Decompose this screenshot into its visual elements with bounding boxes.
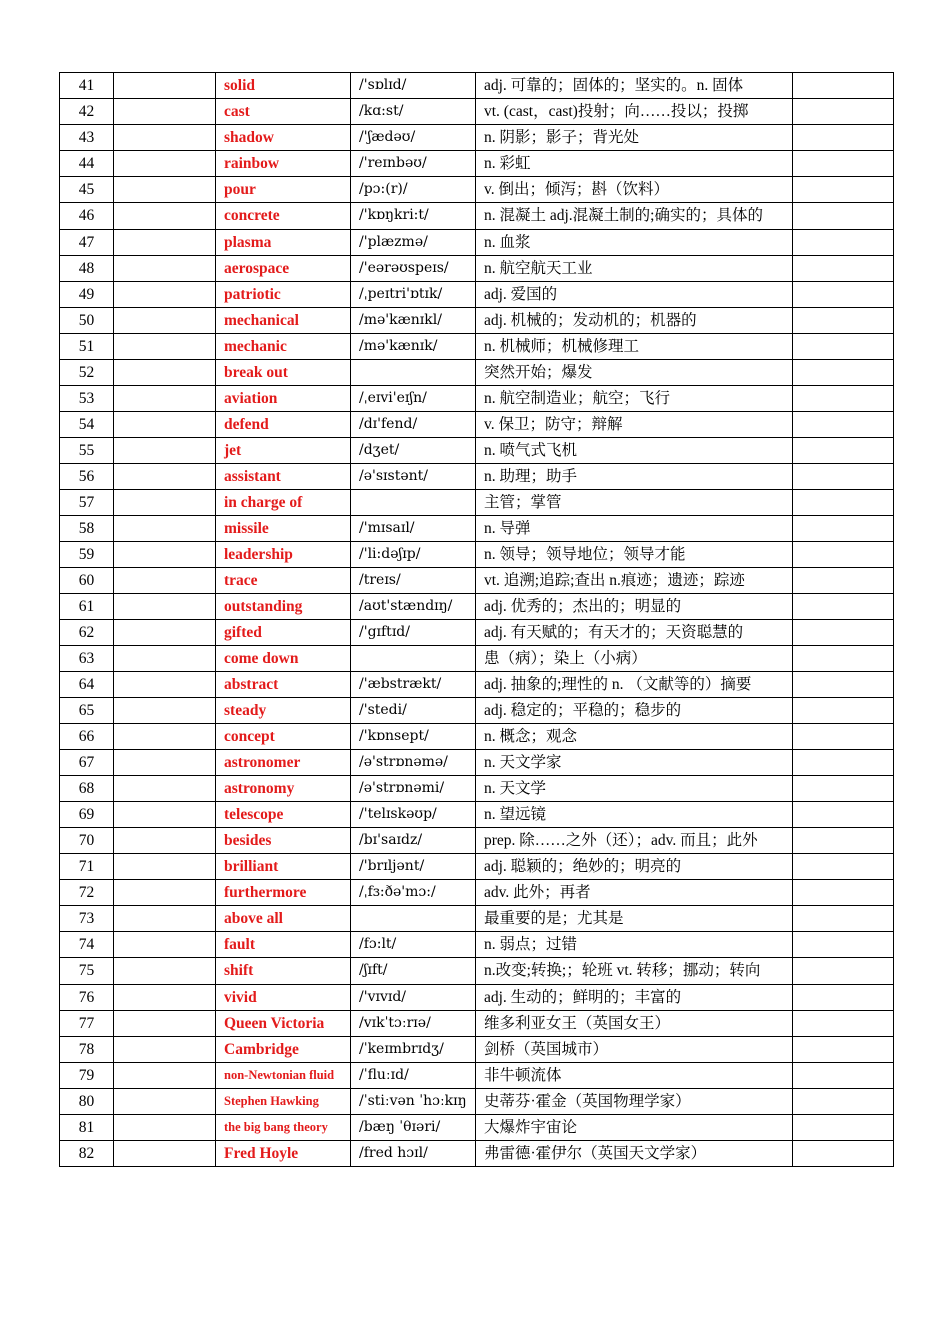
meaning-cell: n. 弱点；过错 xyxy=(476,932,793,958)
word-cell: brilliant xyxy=(216,854,351,880)
blank-cell xyxy=(114,1010,216,1036)
blank-cell xyxy=(114,775,216,801)
meaning-cell: adj. 优秀的；杰出的；明显的 xyxy=(476,593,793,619)
row-number: 72 xyxy=(60,880,114,906)
row-number: 56 xyxy=(60,463,114,489)
vocabulary-table xyxy=(59,72,894,1167)
meaning-cell: 最重要的是；尤其是 xyxy=(476,906,793,932)
notes-cell xyxy=(793,541,894,567)
phonetic-cell: /ˈfluːɪd/ xyxy=(351,1062,476,1088)
row-number: 46 xyxy=(60,203,114,230)
phonetic-cell: /fred hɔɪl/ xyxy=(351,1140,476,1166)
phonetic-cell: /dʒet/ xyxy=(351,437,476,463)
word-cell: steady xyxy=(216,697,351,723)
row-number: 74 xyxy=(60,932,114,958)
notes-cell xyxy=(793,177,894,203)
notes-cell xyxy=(793,99,894,125)
word-cell: missile xyxy=(216,515,351,541)
blank-cell xyxy=(114,749,216,775)
row-number: 75 xyxy=(60,958,114,985)
table-row xyxy=(60,932,894,958)
row-number: 80 xyxy=(60,1088,114,1114)
row-number: 73 xyxy=(60,906,114,932)
blank-cell xyxy=(114,463,216,489)
phonetic-cell: /bɪ'saɪdz/ xyxy=(351,827,476,854)
notes-cell xyxy=(793,151,894,177)
row-number: 77 xyxy=(60,1010,114,1036)
table-row xyxy=(60,411,894,437)
table-row xyxy=(60,359,894,385)
notes-cell xyxy=(793,906,894,932)
meaning-cell: adj. 稳定的；平稳的；稳步的 xyxy=(476,697,793,723)
notes-cell xyxy=(793,1140,894,1166)
notes-cell xyxy=(793,697,894,723)
meaning-cell: 弗雷德·霍伊尔（英国天文学家） xyxy=(476,1140,793,1166)
blank-cell xyxy=(114,359,216,385)
table-row xyxy=(60,99,894,125)
notes-cell xyxy=(793,645,894,671)
table-row xyxy=(60,827,894,854)
phonetic-cell: /kɑ:st/ xyxy=(351,99,476,125)
blank-cell xyxy=(114,489,216,515)
word-cell: the big bang theory xyxy=(216,1114,351,1140)
table-row xyxy=(60,463,894,489)
notes-cell xyxy=(793,489,894,515)
phonetic-cell: /mə'kænɪkl/ xyxy=(351,307,476,333)
notes-cell xyxy=(793,619,894,645)
notes-cell xyxy=(793,515,894,541)
notes-cell xyxy=(793,411,894,437)
table-row xyxy=(60,385,894,411)
blank-cell xyxy=(114,645,216,671)
word-cell: concrete xyxy=(216,203,351,230)
phonetic-cell: /treɪs/ xyxy=(351,567,476,593)
phonetic-cell: /ˈstiːvən ˈhɔːkɪŋ xyxy=(351,1088,476,1114)
table-row xyxy=(60,1140,894,1166)
blank-cell xyxy=(114,385,216,411)
row-number: 69 xyxy=(60,801,114,827)
meaning-cell: n. 机械师；机械修理工 xyxy=(476,333,793,359)
word-cell: astronomer xyxy=(216,749,351,775)
meaning-cell: n. 导弹 xyxy=(476,515,793,541)
phonetic-cell xyxy=(351,359,476,385)
row-number: 57 xyxy=(60,489,114,515)
meaning-cell: 史蒂芬·霍金（英国物理学家） xyxy=(476,1088,793,1114)
phonetic-cell: /'ʃædəʊ/ xyxy=(351,125,476,151)
meaning-cell: adj. 抽象的;理性的 n. （文献等的）摘要 xyxy=(476,671,793,697)
meaning-cell: n. 望远镜 xyxy=(476,801,793,827)
table-row xyxy=(60,723,894,749)
meaning-cell: 患（病）；染上（小病） xyxy=(476,645,793,671)
word-cell: besides xyxy=(216,827,351,854)
row-number: 70 xyxy=(60,827,114,854)
blank-cell xyxy=(114,333,216,359)
phonetic-cell: /'stedi/ xyxy=(351,697,476,723)
notes-cell xyxy=(793,1036,894,1062)
notes-cell xyxy=(793,749,894,775)
notes-cell xyxy=(793,73,894,99)
phonetic-cell: /'brɪljənt/ xyxy=(351,854,476,880)
notes-cell xyxy=(793,359,894,385)
row-number: 68 xyxy=(60,775,114,801)
row-number: 42 xyxy=(60,99,114,125)
word-cell: Queen Victoria xyxy=(216,1010,351,1036)
word-cell: jet xyxy=(216,437,351,463)
word-cell: plasma xyxy=(216,229,351,255)
row-number: 65 xyxy=(60,697,114,723)
notes-cell xyxy=(793,125,894,151)
row-number: 59 xyxy=(60,541,114,567)
word-cell: vivid xyxy=(216,984,351,1010)
meaning-cell: n. 天文学家 xyxy=(476,749,793,775)
phonetic-cell: /mə'kænɪk/ xyxy=(351,333,476,359)
blank-cell xyxy=(114,801,216,827)
word-cell: non-Newtonian fluid xyxy=(216,1062,351,1088)
row-number: 47 xyxy=(60,229,114,255)
phonetic-cell: /'gɪftɪd/ xyxy=(351,619,476,645)
row-number: 51 xyxy=(60,333,114,359)
blank-cell xyxy=(114,73,216,99)
blank-cell xyxy=(114,827,216,854)
table-row xyxy=(60,984,894,1010)
table-row xyxy=(60,567,894,593)
word-cell: above all xyxy=(216,906,351,932)
meaning-cell: prep. 除……之外（还）；adv. 而且；此外 xyxy=(476,827,793,854)
blank-cell xyxy=(114,203,216,230)
word-cell: in charge of xyxy=(216,489,351,515)
meaning-cell: n. 天文学 xyxy=(476,775,793,801)
phonetic-cell: /ˌfɜ:ðə'mɔ:/ xyxy=(351,880,476,906)
phonetic-cell: /'æbstrækt/ xyxy=(351,671,476,697)
word-cell: aviation xyxy=(216,385,351,411)
table-row xyxy=(60,906,894,932)
row-number: 49 xyxy=(60,281,114,307)
row-number: 43 xyxy=(60,125,114,151)
table-row xyxy=(60,73,894,99)
table-row xyxy=(60,775,894,801)
notes-cell xyxy=(793,775,894,801)
vocabulary-table-body xyxy=(60,73,894,1167)
phonetic-cell: /'vɪvɪd/ xyxy=(351,984,476,1010)
blank-cell xyxy=(114,437,216,463)
table-row xyxy=(60,437,894,463)
word-cell: assistant xyxy=(216,463,351,489)
blank-cell xyxy=(114,854,216,880)
word-cell: telescope xyxy=(216,801,351,827)
row-number: 81 xyxy=(60,1114,114,1140)
notes-cell xyxy=(793,827,894,854)
word-cell: defend xyxy=(216,411,351,437)
phonetic-cell: /ə'strɒnəmə/ xyxy=(351,749,476,775)
meaning-cell: adv. 此外；再者 xyxy=(476,880,793,906)
row-number: 76 xyxy=(60,984,114,1010)
phonetic-cell: /'eərəʊspeɪs/ xyxy=(351,255,476,281)
blank-cell xyxy=(114,125,216,151)
table-row xyxy=(60,489,894,515)
row-number: 62 xyxy=(60,619,114,645)
blank-cell xyxy=(114,906,216,932)
notes-cell xyxy=(793,385,894,411)
phonetic-cell xyxy=(351,906,476,932)
row-number: 41 xyxy=(60,73,114,99)
phonetic-cell xyxy=(351,645,476,671)
notes-cell xyxy=(793,463,894,489)
word-cell: aerospace xyxy=(216,255,351,281)
word-cell: abstract xyxy=(216,671,351,697)
phonetic-cell: /ˈkeɪmbrɪdʒ/ xyxy=(351,1036,476,1062)
phonetic-cell: /pɔ:(r)/ xyxy=(351,177,476,203)
meaning-cell: 突然开始；爆发 xyxy=(476,359,793,385)
meaning-cell: v. 倒出；倾泻；斟（饮料） xyxy=(476,177,793,203)
blank-cell xyxy=(114,177,216,203)
row-number: 44 xyxy=(60,151,114,177)
row-number: 58 xyxy=(60,515,114,541)
word-cell: leadership xyxy=(216,541,351,567)
word-cell: mechanic xyxy=(216,333,351,359)
table-row xyxy=(60,697,894,723)
meaning-cell: n.改变;转换;；轮班 vt. 转移；挪动；转向 xyxy=(476,958,793,985)
meaning-cell: adj. 爱国的 xyxy=(476,281,793,307)
blank-cell xyxy=(114,1062,216,1088)
phonetic-cell: /'kɒnsept/ xyxy=(351,723,476,749)
phonetic-cell: /'reɪnbəʊ/ xyxy=(351,151,476,177)
table-row xyxy=(60,1088,894,1114)
table-row xyxy=(60,203,894,230)
phonetic-cell: /'mɪsaɪl/ xyxy=(351,515,476,541)
phonetic-cell xyxy=(351,489,476,515)
row-number: 45 xyxy=(60,177,114,203)
meaning-cell: n. 阴影；影子；背光处 xyxy=(476,125,793,151)
word-cell: trace xyxy=(216,567,351,593)
table-row xyxy=(60,1114,894,1140)
meaning-cell: n. 混凝土 adj.混凝土制的;确实的；具体的 xyxy=(476,203,793,230)
table-row xyxy=(60,307,894,333)
meaning-cell: adj. 生动的；鲜明的；丰富的 xyxy=(476,984,793,1010)
notes-cell xyxy=(793,723,894,749)
word-cell: furthermore xyxy=(216,880,351,906)
meaning-cell: adj. 聪颖的；绝妙的；明亮的 xyxy=(476,854,793,880)
notes-cell xyxy=(793,1114,894,1140)
meaning-cell: n. 航空航天工业 xyxy=(476,255,793,281)
meaning-cell: 剑桥（英国城市） xyxy=(476,1036,793,1062)
notes-cell xyxy=(793,567,894,593)
table-row xyxy=(60,1036,894,1062)
meaning-cell: adj. 机械的；发动机的；机器的 xyxy=(476,307,793,333)
word-cell: solid xyxy=(216,73,351,99)
row-number: 60 xyxy=(60,567,114,593)
notes-cell xyxy=(793,932,894,958)
word-cell: cast xyxy=(216,99,351,125)
table-row xyxy=(60,1010,894,1036)
meaning-cell: v. 保卫；防守；辩解 xyxy=(476,411,793,437)
blank-cell xyxy=(114,984,216,1010)
blank-cell xyxy=(114,255,216,281)
blank-cell xyxy=(114,567,216,593)
notes-cell xyxy=(793,801,894,827)
blank-cell xyxy=(114,307,216,333)
table-row xyxy=(60,1062,894,1088)
phonetic-cell: /'kɒŋkri:t/ xyxy=(351,203,476,230)
notes-cell xyxy=(793,854,894,880)
phonetic-cell: /'sɒlɪd/ xyxy=(351,73,476,99)
table-row xyxy=(60,619,894,645)
row-number: 79 xyxy=(60,1062,114,1088)
phonetic-cell: /ə'sɪstənt/ xyxy=(351,463,476,489)
table-row xyxy=(60,958,894,985)
word-cell: break out xyxy=(216,359,351,385)
row-number: 71 xyxy=(60,854,114,880)
notes-cell xyxy=(793,281,894,307)
blank-cell xyxy=(114,723,216,749)
blank-cell xyxy=(114,958,216,985)
table-row xyxy=(60,593,894,619)
word-cell: Cambridge xyxy=(216,1036,351,1062)
blank-cell xyxy=(114,411,216,437)
meaning-cell: n. 概念；观念 xyxy=(476,723,793,749)
notes-cell xyxy=(793,437,894,463)
blank-cell xyxy=(114,281,216,307)
word-cell: outstanding xyxy=(216,593,351,619)
meaning-cell: 维多利亚女王（英国女王） xyxy=(476,1010,793,1036)
row-number: 64 xyxy=(60,671,114,697)
row-number: 53 xyxy=(60,385,114,411)
row-number: 78 xyxy=(60,1036,114,1062)
table-row xyxy=(60,645,894,671)
word-cell: mechanical xyxy=(216,307,351,333)
row-number: 52 xyxy=(60,359,114,385)
phonetic-cell: /ə'strɒnəmi/ xyxy=(351,775,476,801)
phonetic-cell: /aʊt'stændɪŋ/ xyxy=(351,593,476,619)
phonetic-cell: /ˌeɪvi'eɪʃn/ xyxy=(351,385,476,411)
meaning-cell: n. 血浆 xyxy=(476,229,793,255)
row-number: 63 xyxy=(60,645,114,671)
table-row xyxy=(60,125,894,151)
phonetic-cell: /fɔ:lt/ xyxy=(351,932,476,958)
notes-cell xyxy=(793,1010,894,1036)
notes-cell xyxy=(793,958,894,985)
meaning-cell: 主管；掌管 xyxy=(476,489,793,515)
table-row xyxy=(60,177,894,203)
notes-cell xyxy=(793,255,894,281)
notes-cell xyxy=(793,203,894,230)
word-cell: rainbow xyxy=(216,151,351,177)
notes-cell xyxy=(793,333,894,359)
meaning-cell: adj. 可靠的；固体的；坚实的。n. 固体 xyxy=(476,73,793,99)
table-row xyxy=(60,255,894,281)
word-cell: Fred Hoyle xyxy=(216,1140,351,1166)
blank-cell xyxy=(114,880,216,906)
phonetic-cell: /vɪkˈtɔːrɪə/ xyxy=(351,1010,476,1036)
meaning-cell: 非牛顿流体 xyxy=(476,1062,793,1088)
row-number: 55 xyxy=(60,437,114,463)
row-number: 67 xyxy=(60,749,114,775)
notes-cell xyxy=(793,984,894,1010)
word-cell: Stephen Hawking xyxy=(216,1088,351,1114)
word-cell: pour xyxy=(216,177,351,203)
word-cell: gifted xyxy=(216,619,351,645)
meaning-cell: n. 领导；领导地位；领导才能 xyxy=(476,541,793,567)
blank-cell xyxy=(114,593,216,619)
table-row xyxy=(60,749,894,775)
meaning-cell: n. 航空制造业；航空；飞行 xyxy=(476,385,793,411)
blank-cell xyxy=(114,1088,216,1114)
phonetic-cell: /dɪ'fend/ xyxy=(351,411,476,437)
notes-cell xyxy=(793,307,894,333)
meaning-cell: 大爆炸宇宙论 xyxy=(476,1114,793,1140)
blank-cell xyxy=(114,99,216,125)
table-row xyxy=(60,880,894,906)
phonetic-cell: /'li:dəʃɪp/ xyxy=(351,541,476,567)
meaning-cell: vt. (cast，cast)投射；向……投以；投掷 xyxy=(476,99,793,125)
blank-cell xyxy=(114,1114,216,1140)
blank-cell xyxy=(114,541,216,567)
notes-cell xyxy=(793,1088,894,1114)
blank-cell xyxy=(114,151,216,177)
row-number: 48 xyxy=(60,255,114,281)
blank-cell xyxy=(114,1036,216,1062)
meaning-cell: n. 喷气式飞机 xyxy=(476,437,793,463)
blank-cell xyxy=(114,515,216,541)
table-row xyxy=(60,229,894,255)
word-cell: concept xyxy=(216,723,351,749)
notes-cell xyxy=(793,671,894,697)
word-cell: come down xyxy=(216,645,351,671)
blank-cell xyxy=(114,932,216,958)
phonetic-cell: /bæŋ ˈθɪəri/ xyxy=(351,1114,476,1140)
meaning-cell: vt. 追溯;追踪;查出 n.痕迹；遗迹；踪迹 xyxy=(476,567,793,593)
blank-cell xyxy=(114,229,216,255)
blank-cell xyxy=(114,1140,216,1166)
meaning-cell: n. 彩虹 xyxy=(476,151,793,177)
meaning-cell: adj. 有天赋的；有天才的；天资聪慧的 xyxy=(476,619,793,645)
word-cell: patriotic xyxy=(216,281,351,307)
notes-cell xyxy=(793,1062,894,1088)
blank-cell xyxy=(114,671,216,697)
table-row xyxy=(60,671,894,697)
row-number: 61 xyxy=(60,593,114,619)
phonetic-cell: /'plæzmə/ xyxy=(351,229,476,255)
word-cell: shadow xyxy=(216,125,351,151)
notes-cell xyxy=(793,593,894,619)
row-number: 66 xyxy=(60,723,114,749)
table-row xyxy=(60,281,894,307)
table-row xyxy=(60,515,894,541)
phonetic-cell: /'telɪskəʊp/ xyxy=(351,801,476,827)
table-row xyxy=(60,801,894,827)
word-cell: astronomy xyxy=(216,775,351,801)
table-row xyxy=(60,854,894,880)
phonetic-cell: /ʃɪft/ xyxy=(351,958,476,985)
table-row xyxy=(60,541,894,567)
notes-cell xyxy=(793,880,894,906)
word-cell: shift xyxy=(216,958,351,985)
blank-cell xyxy=(114,697,216,723)
table-row xyxy=(60,151,894,177)
table-row xyxy=(60,333,894,359)
row-number: 82 xyxy=(60,1140,114,1166)
blank-cell xyxy=(114,619,216,645)
notes-cell xyxy=(793,229,894,255)
phonetic-cell: /ˌpeɪtri'ɒtɪk/ xyxy=(351,281,476,307)
word-cell: fault xyxy=(216,932,351,958)
meaning-cell: n. 助理；助手 xyxy=(476,463,793,489)
row-number: 50 xyxy=(60,307,114,333)
row-number: 54 xyxy=(60,411,114,437)
